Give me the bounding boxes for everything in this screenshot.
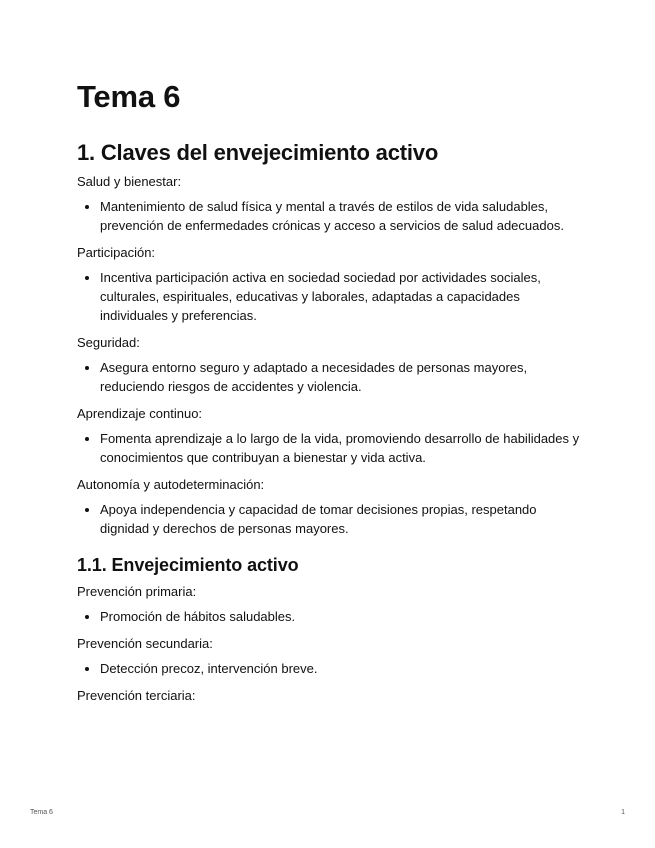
document-title: Tema 6 xyxy=(77,79,181,114)
list-item: • Fomenta aprendizaje a lo largo de la vida, promoviendo desarrollo de habilidades y conocimientos que contribuyan a bienestar y vida activa. xyxy=(100,429,587,467)
subsection-heading-envejecimiento: 1.1. Envejecimiento activo xyxy=(77,555,299,575)
section-heading-claves: 1. Claves del envejecimiento activo xyxy=(77,140,439,165)
label-autonomia: Autonomía y autodeterminación: xyxy=(77,477,265,492)
list-salud xyxy=(77,197,587,235)
list-item: • Detección precoz, intervención breve. xyxy=(100,659,587,678)
list-prevencion-primaria xyxy=(77,607,587,626)
list-aprendizaje xyxy=(77,429,587,467)
list-autonomia xyxy=(77,500,587,538)
label-participacion: Participación: xyxy=(77,245,156,260)
label-prevencion-primaria: Prevención primaria: xyxy=(77,584,197,599)
list-prevencion-secundaria xyxy=(77,659,587,678)
list-item: • Incentiva participación activa en sociedad sociedad por actividades sociales, culturales, espirituales, educativas y laborales, adaptadas a capacidades individuales y preferencias. xyxy=(100,268,587,325)
list-seguridad xyxy=(77,358,587,396)
footer-title: Tema 6 xyxy=(30,809,53,816)
list-item: • Mantenimiento de salud física y mental a través de estilos de vida saludables, prevención de enfermedades crónicas y acceso a servicios de salud adecuados. xyxy=(100,197,587,235)
label-prevencion-secundaria: Prevención secundaria: xyxy=(77,636,213,651)
label-salud: Salud y bienestar: xyxy=(77,174,182,189)
list-participacion xyxy=(77,268,587,325)
page-number: 1 xyxy=(621,809,625,816)
label-seguridad: Seguridad: xyxy=(77,335,140,350)
list-item: • Apoya independencia y capacidad de tomar decisiones propias, respetando dignidad y derechos de personas mayores. xyxy=(100,500,587,538)
list-item: • Asegura entorno seguro y adaptado a necesidades de personas mayores, reduciendo riesgos de accidentes y violencia. xyxy=(100,358,587,396)
label-prevencion-terciaria: Prevención terciaria: xyxy=(77,688,196,703)
list-item: • Promoción de hábitos saludables. xyxy=(100,607,587,626)
label-aprendizaje: Aprendizaje continuo: xyxy=(77,406,203,421)
document-page xyxy=(77,76,587,705)
